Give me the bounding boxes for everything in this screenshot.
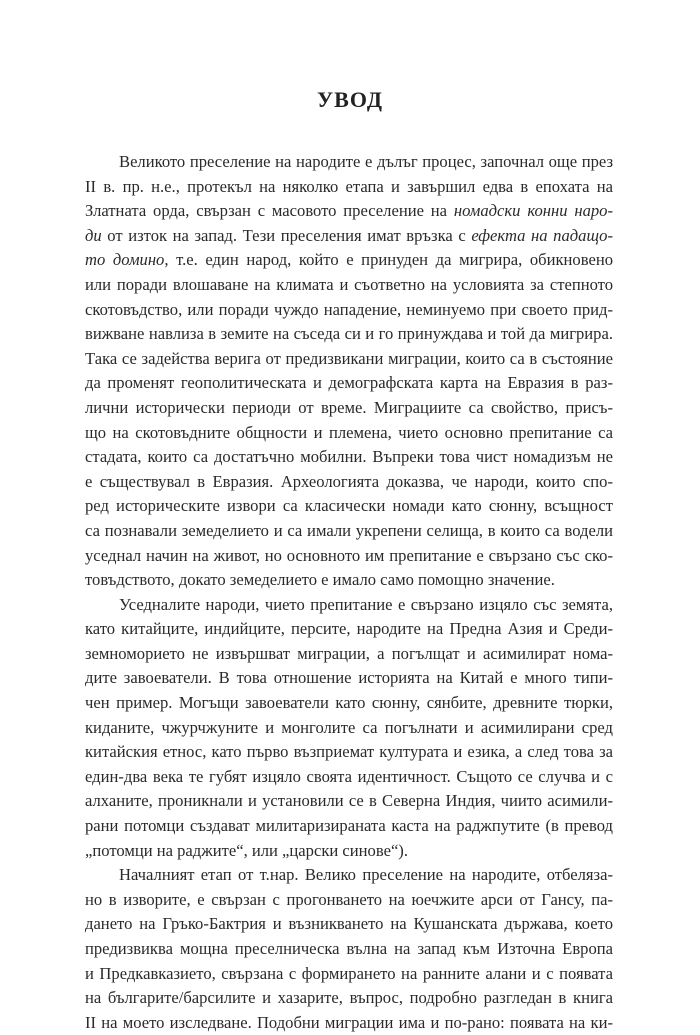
paragraph-line (85, 740, 613, 765)
italic-text: ди (85, 225, 102, 245)
text-segment: Уседналите народи, чието препитание е свързано изцяло със земята, (119, 594, 613, 614)
text-segment: Така се задейства верига от предизвикани миграции, които са в състояние (85, 348, 613, 368)
text-segment: стадата, които са достатъчно мобилни. Въпреки това чист номадизъм не (85, 447, 613, 467)
body-text (85, 150, 613, 1035)
paragraph-line (85, 642, 613, 667)
paragraph-line (85, 888, 613, 913)
text-segment: киданите, чжурчжуните и монголите са погълнати и асимилирани сред (85, 717, 613, 737)
paragraph-line (85, 544, 613, 569)
paragraph-line (85, 248, 613, 273)
paragraph-line (85, 396, 613, 421)
text-segment: да променят геополитическата и демографската карта на Евразия в раз- (85, 373, 613, 393)
paragraph-line (85, 224, 613, 249)
paragraph-line (85, 937, 613, 962)
text-segment: но в изворите, е свързан с прогонването на юечжите арси от Гансу, па- (85, 889, 613, 909)
text-segment: уседнал начин на живот, но основното им препитание е свързано със ско- (85, 545, 613, 565)
italic-text: номадски конни наро- (453, 201, 613, 221)
text-segment: или поради влошаване на климата и съответно на условията за степното (85, 274, 613, 294)
paragraph-line (85, 175, 613, 200)
paragraph-line (85, 347, 613, 372)
paragraph-line (85, 814, 613, 839)
paragraph-line (85, 912, 613, 937)
text-segment: Великото преселение на народите е дълъг процес, започнал още през (119, 152, 613, 171)
paragraph-line (85, 371, 613, 396)
text-segment: чен пример. Могъщи завоеватели като сюнну, сянбите, древните тюрки, (85, 693, 613, 713)
page-title: УВОД (317, 87, 383, 112)
text-segment: алханите, проникнали и установили се в Северна Индия, чиито асимили- (85, 791, 613, 811)
paragraph-line (85, 445, 613, 470)
text-segment: рани потомци създават милитаризираната каста на раджпутите (в превод (85, 816, 613, 836)
italic-text: ефекта на падащо- (471, 225, 613, 245)
paragraph-first-line (85, 150, 613, 175)
text-segment: Началният етап от т.нар. Велико преселение на народите, отбелязa- (119, 865, 613, 885)
text-segment: са познавали земеделието и са имали укрепени селища, в които са водели (85, 520, 613, 540)
text-segment: дането на Гръко-Бактрия и възникването на Кушанската държава, което (85, 914, 613, 934)
text-segment: като китайците, индийците, персите, народите на Предна Азия и Среди- (85, 619, 613, 639)
text-segment: II в. пр. н.е., протекъл на няколко етапа и завършил едва в епохата на (85, 176, 613, 196)
text-segment: вижване навлиза в земите на съседа си и го принуждава и той да мигрира. (85, 324, 613, 344)
paragraph-line (85, 839, 613, 864)
paragraph-line (85, 666, 613, 691)
text-segment: ред историческите извори са класически номади като сюнну, всъщност (85, 496, 613, 516)
paragraph-line (85, 470, 613, 495)
text-segment: „потомци на раджите“, или „царски синове“). (85, 840, 408, 860)
paragraph-first-line (85, 863, 613, 888)
paragraph-line (85, 691, 613, 716)
text-segment: скотовъдство, или поради чуждо нападение, неминуемо при своето прид- (85, 299, 613, 319)
text-segment: II на моето изследване. Подобни миграции има и по-рано: появата на ки- (85, 1012, 613, 1032)
paragraph-line (85, 519, 613, 544)
paragraph-line (85, 199, 613, 224)
paragraph-line (85, 765, 613, 790)
italic-text: то домино (85, 250, 165, 270)
paragraph-line (85, 716, 613, 741)
text-segment: един-два века те губят изцяло своята идентичност. Същото се случва и с (85, 766, 613, 786)
paragraph-line (85, 421, 613, 446)
text-segment: и Предкавказието, свързана с формирането на ранните алани и с появата (85, 963, 613, 983)
paragraph-line (85, 568, 613, 593)
paragraph-line (85, 986, 613, 1011)
text-segment: лични исторически периоди от време. Миграциите са свойство, присъ- (85, 397, 613, 417)
text-segment: предизвиква мощна преселническа вълна на запад към Източна Европа (85, 939, 613, 958)
text-segment: от изток на запад. Тези преселения имат връзка с (101, 225, 472, 245)
text-segment: , т.е. един народ, който е принуден да мигрира, обикновено (164, 250, 613, 270)
text-segment: дите завоеватели. В това отношение историята на Китай е много типи- (85, 668, 613, 688)
text-segment: товъдството, докато земеделието е имало само помощно значение. (85, 570, 555, 590)
text-segment: китайския етнос, като първо възприемат културата и езика, а след това за (85, 742, 613, 762)
paragraph-line (85, 617, 613, 642)
text-segment: що на скотовъдните общности и племена, чието основно препитание са (85, 422, 613, 442)
paragraph-line (85, 962, 613, 987)
text-segment: Златната орда, свързан с масовото преселение на (85, 201, 454, 221)
paragraph-first-line (85, 593, 613, 618)
paragraph-line (85, 322, 613, 347)
paragraph-line (85, 273, 613, 298)
paragraph-line (85, 298, 613, 323)
text-segment: земноморието не извършват миграции, а погълщат и асимилират нома- (85, 643, 613, 663)
paragraph-line (85, 789, 613, 814)
text-segment: на българите/барсилите и хазарите, въпрос, подробно разгледан в книга (85, 988, 613, 1008)
paragraph-line (85, 494, 613, 519)
text-segment: е съществувал в Евразия. Археологията доказва, че народи, които спо- (85, 471, 613, 491)
